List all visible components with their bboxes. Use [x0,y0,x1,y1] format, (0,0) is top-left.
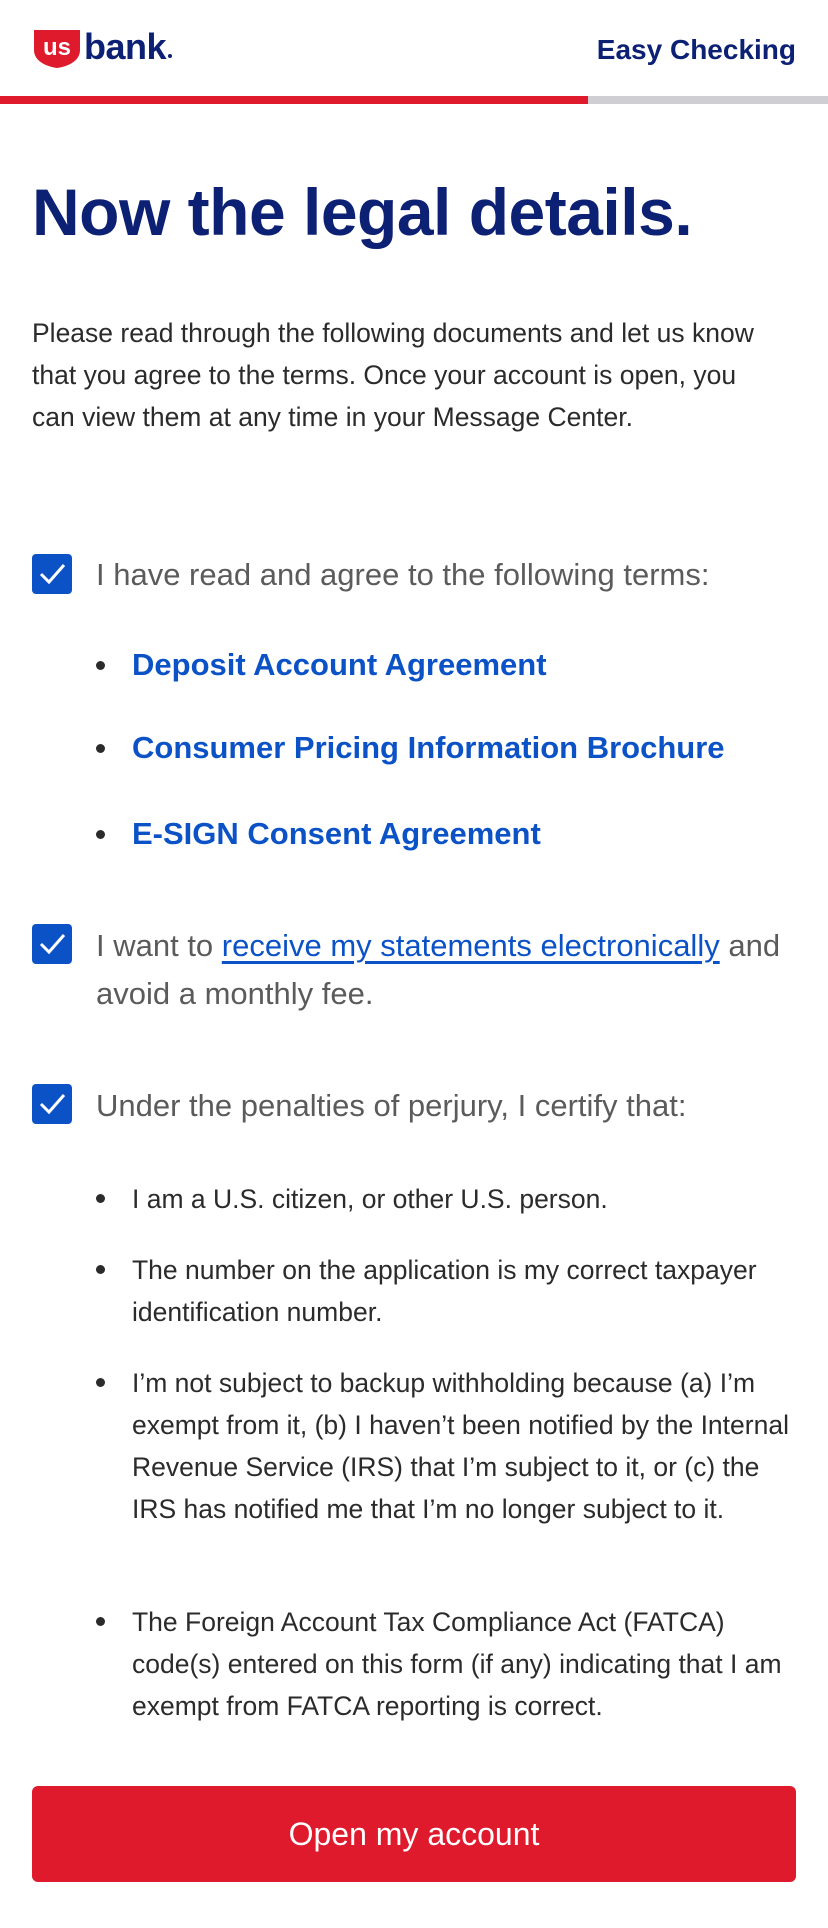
estatements-label [96,922,796,1018]
us-shield-logo [32,26,82,68]
estatements-suffix: and avoid a monthly fee. [96,928,781,1011]
certify-label: Under the penalties of perjury, I certify that: [96,1088,687,1123]
product-name: Easy Checking [596,34,796,65]
logo-wordmark: bank [84,26,167,67]
certification-text: I’m not subject to backup withholding because (a) I’m exempt from it, (b) I haven’t been notified by the Internal Revenue Service (IRS) that I’m subject to it, or (c) the IRS has notified me that I’m no longer subject to it. [132,1368,789,1524]
estatements-checkbox[interactable] [32,924,72,964]
document-item [96,728,725,768]
list-item [96,1178,796,1220]
list-item [96,1601,796,1727]
progress-bar [0,96,828,104]
page-title: Now the legal details. [32,175,693,249]
bullet [96,1194,105,1203]
bullet [96,1265,105,1274]
pricing-brochure-link[interactable]: Consumer Pricing Information Brochure [132,730,725,765]
intro-text: Please read through the following documents and let us know that you agree to the terms. Once your account is open, you can view them at any time in your Message Center. [32,318,754,432]
bullet [96,744,105,753]
app-header [0,0,828,104]
certify-checkbox[interactable] [32,1084,72,1124]
estatements-prefix: I want to [96,928,222,963]
usbank-logo[interactable] [32,26,172,68]
checkmark-icon [37,559,67,589]
checkmark-icon [37,1089,67,1119]
bullet [96,1617,105,1626]
bullet [96,661,105,670]
certification-text: The Foreign Account Tax Compliance Act (FATCA) code(s) entered on this form (if any) indicating that I am exempt from FATCA reporting is correct. [132,1607,782,1721]
document-item [96,645,547,685]
bullet [96,830,105,839]
document-item [96,814,541,854]
progress-bar-fill [0,96,588,104]
terms-label: I have read and agree to the following terms: [96,557,710,592]
esign-consent-link[interactable]: E-SIGN Consent Agreement [132,816,541,851]
deposit-account-agreement-link[interactable]: Deposit Account Agreement [132,647,547,682]
estatements-link[interactable]: receive my statements electronically [221,928,720,963]
certification-text: The number on the application is my correct taxpayer identification number. [132,1255,757,1327]
logo-dot [168,54,172,58]
terms-checkbox[interactable] [32,554,72,594]
open-account-button[interactable]: Open my account [32,1786,796,1882]
checkmark-icon [37,929,67,959]
bullet [96,1378,105,1387]
list-item [96,1362,796,1530]
list-item [96,1249,796,1333]
certification-text: I am a U.S. citizen, or other U.S. person. [132,1184,608,1214]
svg-text:us: us [42,34,72,61]
